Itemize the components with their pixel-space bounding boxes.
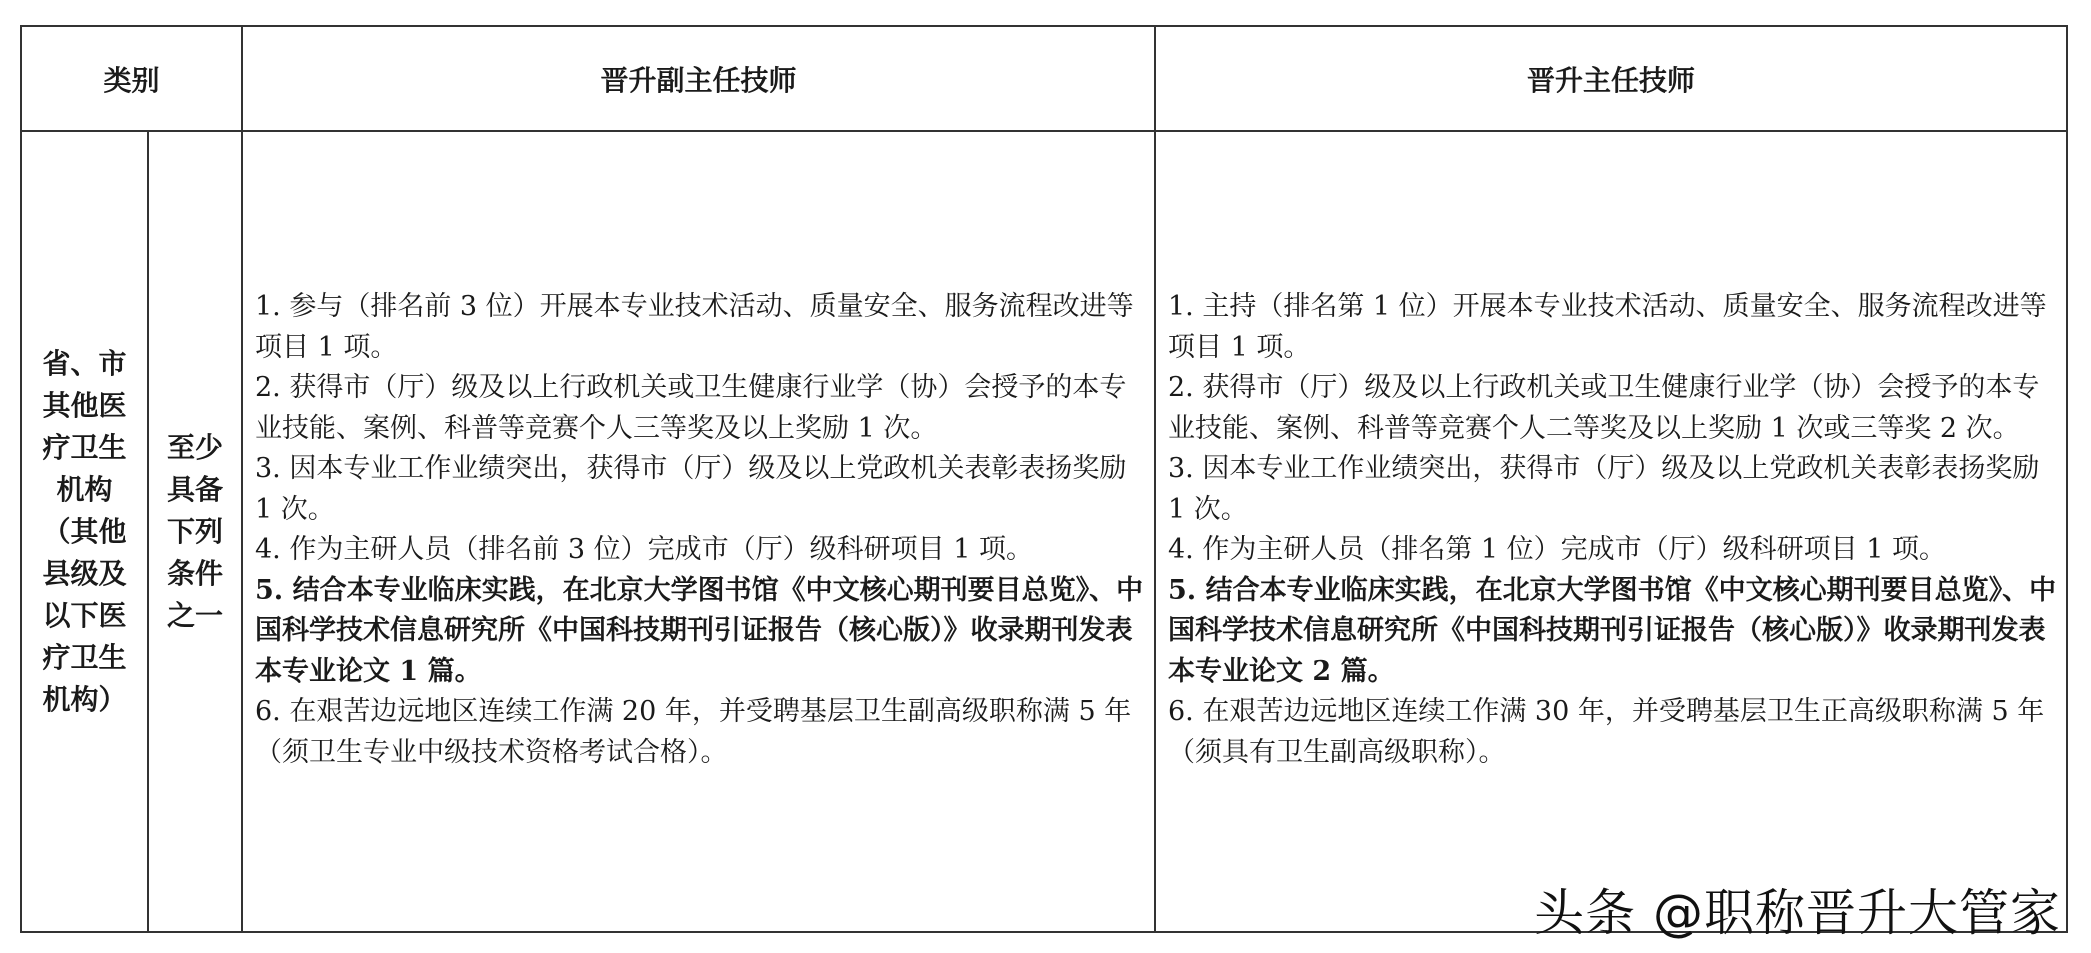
chief-item-2: 2. 获得市（厅）级及以上行政机关或卫生健康行业学（协）会授予的本专业技能、案例、科普等竞赛个人二等奖及以上奖励 1 次或三等奖 2 次。 — [1168, 372, 2040, 444]
deputy-item-3: 3. 因本专业工作业绩突出，获得市（厅）级及以上党政机关表彰表扬奖励 1 次。 — [255, 453, 1127, 525]
chief-item-4: 4. 作为主研人员（排名第 1 位）完成市（厅）级科研项目 1 项。 — [1168, 534, 1947, 565]
condition-requirement — [149, 132, 241, 931]
column-divider — [1154, 27, 1156, 931]
condition-line: 具备 — [166, 472, 223, 506]
chief-item-3: 3. 因本专业工作业绩突出，获得市（厅）级及以上党政机关表彰表扬奖励 1 次。 — [1168, 453, 2040, 525]
chief-item-1: 1. 主持（排名第 1 位）开展本专业技术活动、质量安全、服务流程改进等项目 1 项。 — [1168, 291, 2047, 363]
institution-line: 以下医 — [42, 598, 127, 632]
deputy-item-6: 6. 在艰苦边远地区连续工作满 20 年，并受聘基层卫生副高级职称满 5 年（须卫生专业中级技术资格考试合格）。 — [255, 696, 1132, 768]
institution-line: 机构） — [42, 682, 127, 716]
institution-line: 县级及 — [42, 556, 127, 590]
condition-line: 条件 — [166, 556, 223, 590]
condition-line: 下列 — [166, 514, 223, 548]
institution-category — [22, 132, 147, 931]
header-deputy-chief-technician: 晋升副主任技师 — [600, 63, 797, 97]
header-chief-technician: 晋升主任技师 — [1526, 63, 1695, 97]
deputy-requirements — [255, 287, 1145, 773]
watermark: 头条 @职称晋升大管家 — [1534, 884, 2061, 942]
institution-line: 机构 — [56, 472, 113, 506]
institution-line: （其他 — [42, 514, 127, 548]
chief-item-5: 5. 结合本专业临床实践，在北京大学图书馆《中文核心期刊要目总览》、中国科学技术信息研究所《中国科技期刊引证报告（核心版）》收录期刊发表本专业论文 2 篇。 — [1168, 574, 2057, 687]
deputy-item-1: 1. 参与（排名前 3 位）开展本专业技术活动、质量安全、服务流程改进等项目 1 项。 — [255, 291, 1134, 363]
header-category: 类别 — [103, 63, 160, 97]
institution-line: 疗卫生 — [42, 640, 127, 674]
condition-line: 之一 — [166, 598, 223, 632]
institution-line: 疗卫生 — [42, 430, 127, 464]
condition-line: 至少 — [166, 430, 223, 464]
deputy-item-2: 2. 获得市（厅）级及以上行政机关或卫生健康行业学（协）会授予的本专业技能、案例、科普等竞赛个人三等奖及以上奖励 1 次。 — [255, 372, 1127, 444]
institution-line: 其他医 — [42, 388, 127, 422]
category-divider — [241, 27, 243, 931]
chief-requirements — [1168, 287, 2058, 773]
deputy-item-5: 5. 结合本专业临床实践，在北京大学图书馆《中文核心期刊要目总览》、中国科学技术信息研究所《中国科技期刊引证报告（核心版）》收录期刊发表本专业论文 1 篇。 — [255, 574, 1144, 687]
requirements-table — [20, 25, 2068, 933]
header-divider — [22, 130, 2066, 132]
deputy-item-4: 4. 作为主研人员（排名前 3 位）完成市（厅）级科研项目 1 项。 — [255, 534, 1034, 565]
chief-item-6: 6. 在艰苦边远地区连续工作满 30 年，并受聘基层卫生正高级职称满 5 年（须具有卫生副高级职称）。 — [1168, 696, 2045, 768]
institution-line: 省、市 — [42, 346, 127, 380]
